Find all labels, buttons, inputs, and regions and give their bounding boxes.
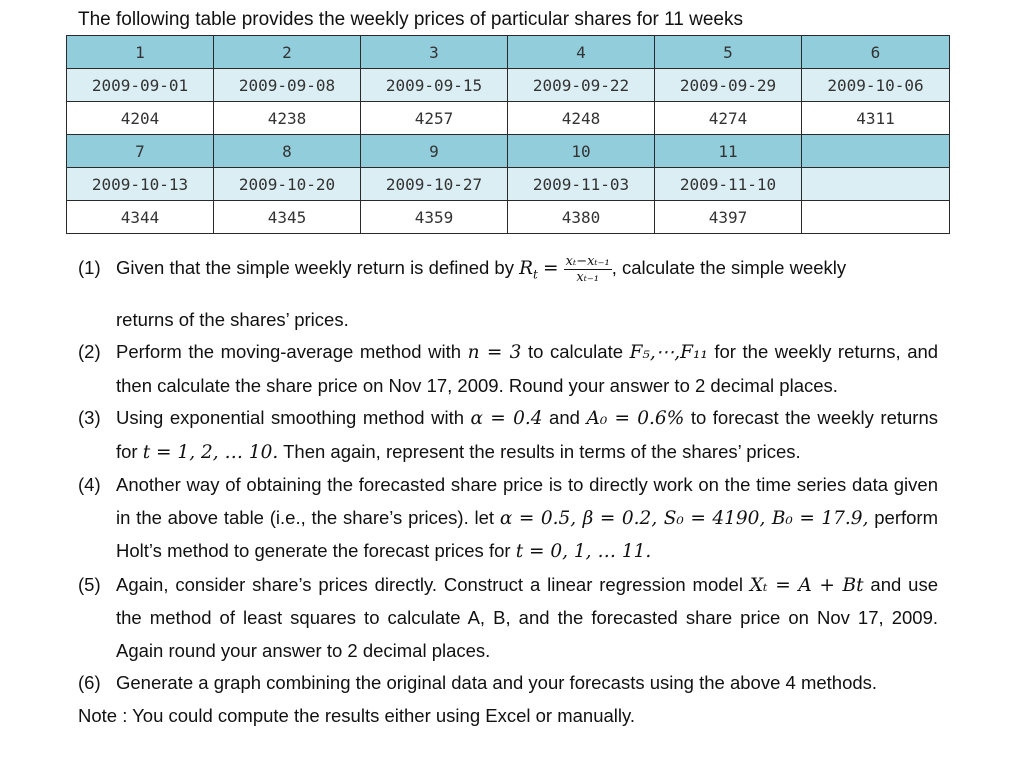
question-text: for the weekly returns, and then calculate the share price on Nov 17, 2009. Round your answer to 2 decimal places.: [116, 341, 939, 396]
week-index-cell: 2: [214, 36, 361, 69]
week-price-cell: 4345: [214, 201, 361, 234]
question-1: [78, 248, 938, 336]
t-range-expression: t = 1, 2, … 10.: [142, 441, 279, 463]
week-date-cell: 2009-09-01: [67, 69, 214, 102]
week-date-cell: 2009-10-13: [67, 168, 214, 201]
question-number: (6): [78, 672, 101, 693]
share-price-table: [66, 35, 950, 234]
week-index-cell: [802, 135, 950, 168]
fraction-numerator: xₜ−xₜ₋₁: [565, 253, 610, 269]
question-text: Generate a graph combining the original data and your forecasts using the above 4 methods.: [116, 672, 878, 693]
question-text: to calculate: [528, 341, 624, 362]
t-range-expression: t = 0, 1, … 11.: [515, 541, 652, 562]
question-3: [78, 402, 938, 469]
question-4: [78, 469, 938, 569]
week-date-cell: 2009-10-20: [214, 168, 361, 201]
forecast-range-expression: F₅,⋯,F₁₁: [629, 342, 708, 363]
week-price-cell: 4238: [214, 102, 361, 135]
week-date-cell: 2009-11-10: [655, 168, 802, 201]
question-text: returns of the shares’ prices.: [116, 309, 349, 330]
week-index-cell: 4: [508, 36, 655, 69]
holt-parameters-expression: α = 0.5, β = 0.2, S₀ = 4190, B₀ = 17.9,: [499, 507, 869, 529]
question-text: , calculate the simple weekly: [611, 257, 847, 278]
question-text: Given that the simple weekly return is defined by: [116, 257, 514, 278]
question-number: (5): [78, 573, 101, 595]
question-text: perform Holt’s method to generate the forecast prices for: [116, 506, 938, 561]
week-price-cell: [802, 201, 950, 234]
alpha-expression: α = 0.4: [470, 408, 543, 429]
week-date-cell: 2009-11-03: [508, 168, 655, 201]
question-6: [78, 667, 938, 700]
week-date-cell: 2009-10-06: [802, 69, 950, 102]
week-date-row: [67, 69, 950, 102]
question-list: [0, 248, 1024, 732]
question-text: Then again, represent the results in terms of the shares’ prices.: [283, 440, 801, 462]
week-index-row: [67, 135, 950, 168]
week-index-row: [67, 36, 950, 69]
week-index-cell: 11: [655, 135, 802, 168]
return-symbol: $R_t$: [519, 258, 538, 282]
question-text: Perform the moving-average method with: [116, 341, 462, 362]
question-text: and use the method of least squares to calculate A, B, and the forecasted share price on Nov 17, 2009. Again round your answer to 2 decimal places.: [116, 573, 939, 661]
question-text: to forecast the weekly returns for: [116, 407, 939, 462]
fraction-denominator: xₜ₋₁: [576, 269, 599, 285]
page-title: The following table provides the weekly prices of particular shares for 11 weeks: [78, 9, 743, 30]
week-price-cell: 4257: [361, 102, 508, 135]
question-number: (4): [78, 474, 101, 495]
week-price-row: [67, 201, 950, 234]
week-price-row: [67, 102, 950, 135]
week-index-cell: 10: [508, 135, 655, 168]
a0-expression: A₀ = 0.6%: [586, 408, 685, 429]
week-index-cell: 6: [802, 36, 950, 69]
note-text: Note : You could compute the results either using Excel or manually.: [78, 704, 636, 726]
n-expression: n = 3: [467, 342, 522, 363]
question-text: Another way of obtaining the forecasted share price is to directly work on the time series data given in the above table (i.e., the share’s prices). let: [116, 474, 938, 528]
question-number: (2): [78, 341, 101, 362]
week-price-cell: 4274: [655, 102, 802, 135]
week-price-cell: 4248: [508, 102, 655, 135]
week-index-cell: 9: [361, 135, 508, 168]
question-5: [78, 569, 938, 668]
week-date-cell: 2009-09-22: [508, 69, 655, 102]
week-index-cell: 5: [655, 36, 802, 69]
question-number: (1): [78, 257, 101, 278]
equals-sign: =: [543, 258, 559, 279]
week-index-cell: 7: [67, 135, 214, 168]
regression-model-expression: Xₜ = A + Bt: [749, 574, 864, 596]
week-date-cell: [802, 168, 950, 201]
week-date-cell: 2009-10-27: [361, 168, 508, 201]
week-date-cell: 2009-09-29: [655, 69, 802, 102]
question-text: and: [549, 407, 580, 428]
week-date-cell: 2009-09-15: [361, 69, 508, 102]
week-index-cell: 8: [214, 135, 361, 168]
week-date-cell: 2009-09-08: [214, 69, 361, 102]
return-formula-fraction: [564, 254, 612, 285]
week-index-cell: 1: [67, 36, 214, 69]
week-price-cell: 4204: [67, 102, 214, 135]
question-text: Using exponential smoothing method with: [116, 407, 465, 428]
week-date-row: [67, 168, 950, 201]
week-price-cell: 4359: [361, 201, 508, 234]
week-price-cell: 4397: [655, 201, 802, 234]
question-text: Again, consider share’s prices directly. Construct a linear regression model: [116, 573, 743, 595]
week-price-cell: 4344: [67, 201, 214, 234]
week-index-cell: 3: [361, 36, 508, 69]
week-price-cell: 4311: [802, 102, 950, 135]
question-2: [78, 336, 938, 402]
week-price-cell: 4380: [508, 201, 655, 234]
question-number: (3): [78, 407, 101, 428]
